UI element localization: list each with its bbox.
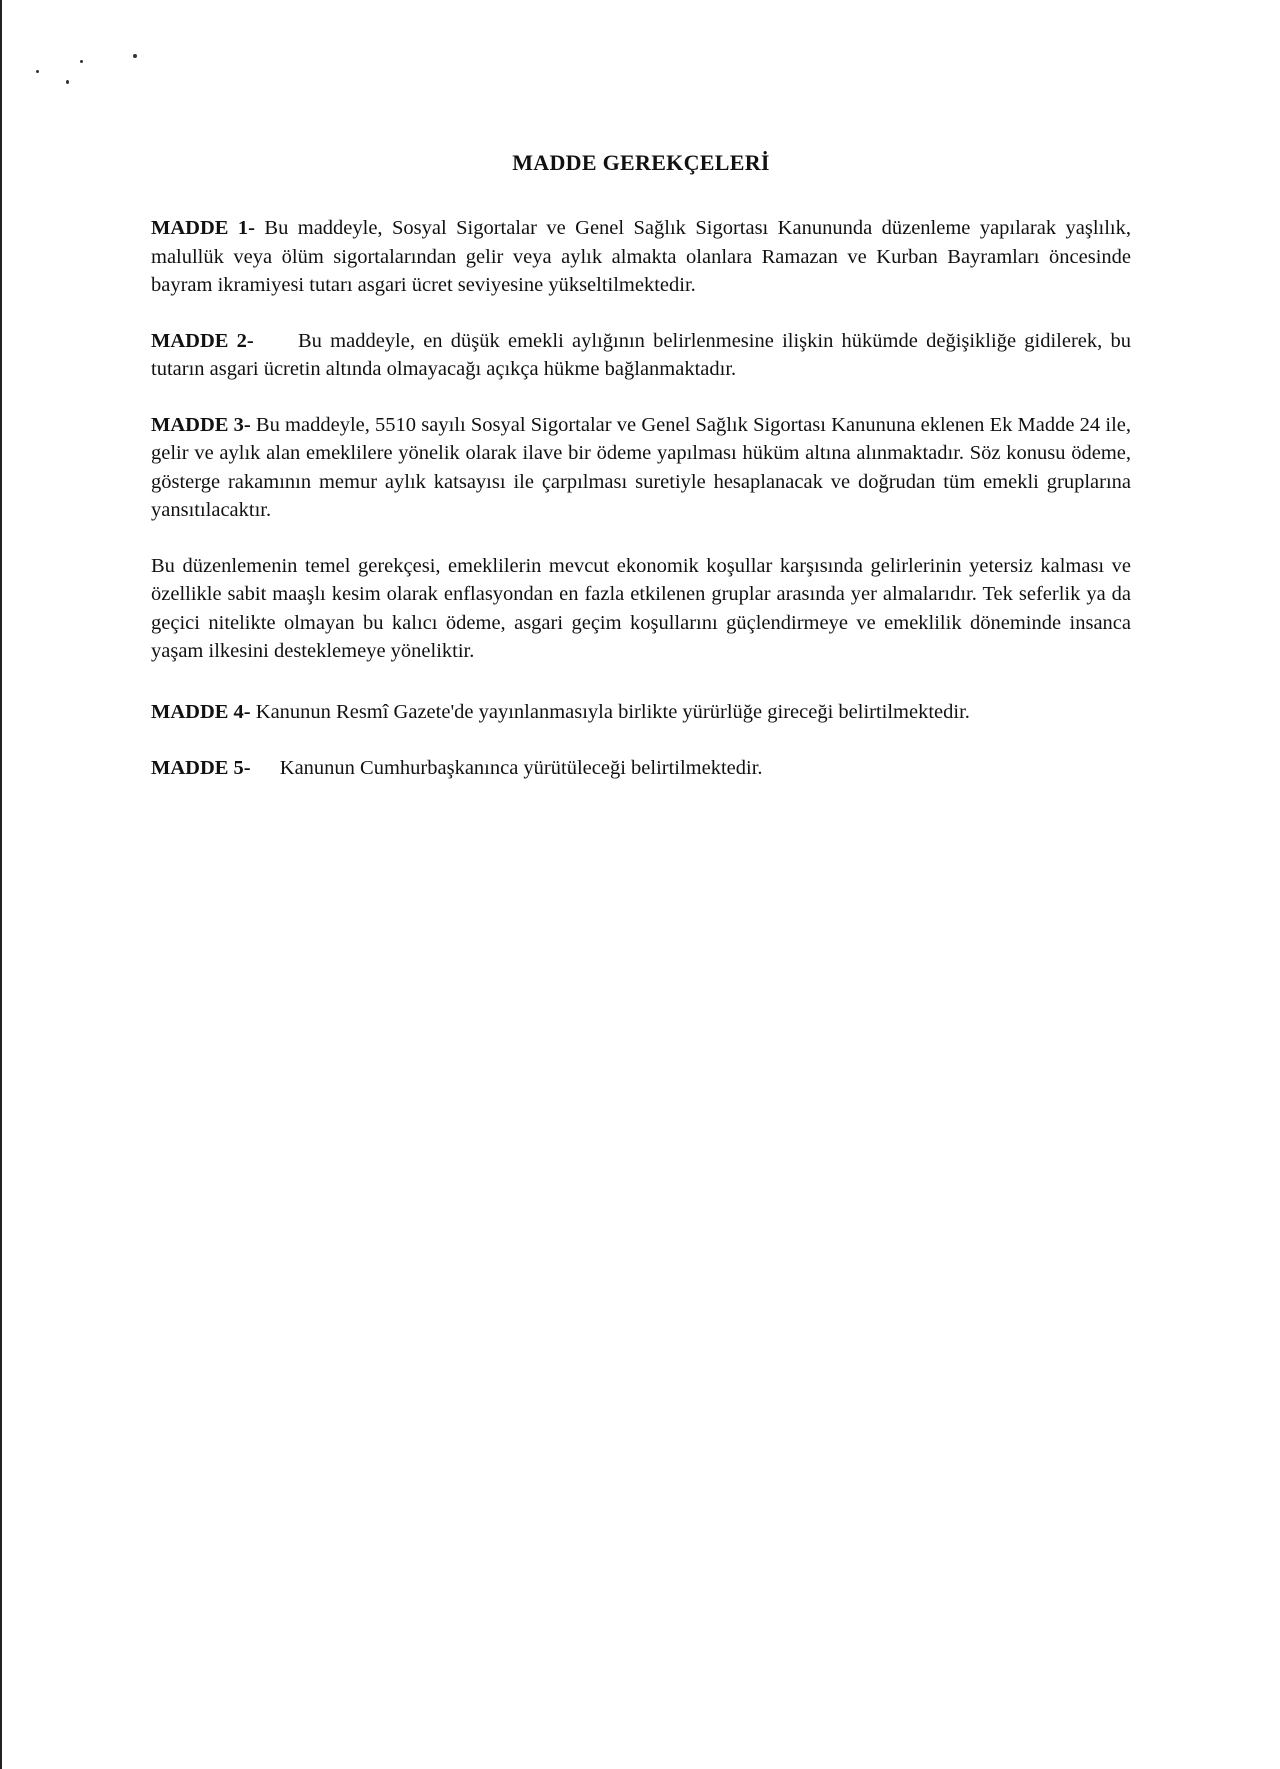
article-label: MADDE 3- <box>151 413 251 436</box>
article-3 <box>151 411 1131 525</box>
article-label: MADDE 5- <box>151 756 251 779</box>
scan-speck <box>133 54 137 58</box>
article-2 <box>151 327 1131 384</box>
article-1 <box>151 214 1131 300</box>
scan-speck <box>36 70 39 73</box>
scan-speck <box>66 80 69 84</box>
article-text: Bu düzenlemenin temel gerekçesi, emeklilerin mevcut ekonomik koşullar karşısında gelirlerinin yetersiz kalması ve özellikle sabit maaşlı kesim olarak enflasyondan en fazla etkilenen gruplar arasında yer almalarıdır. Tek seferlik ya da geçici nitelikte olmayan bu kalıcı ödeme, asgari geçim koşullarını güçlendirmeye ve emeklilik döneminde insanca yaşam ilkesini desteklemeye yöneliktir. <box>151 554 1131 663</box>
article-text: Kanunun Cumhurbaşkanınca yürütüleceği belirtilmektedir. <box>279 756 763 779</box>
article-text: Kanunun Resmî Gazete'de yayınlanmasıyla birlikte yürürlüğe gireceği belirtilmektedir. <box>255 700 970 723</box>
article-label: MADDE 1- <box>151 217 255 240</box>
scan-speck <box>80 60 83 63</box>
article-text: Bu maddeyle, 5510 sayılı Sosyal Sigortalar ve Genel Sağlık Sigortası Kanununa eklenen Ek Madde 24 ile, gelir ve aylık alan emeklilere yönelik olarak ilave bir ödeme yapılması hüküm altına alınmaktadır. Söz konusu ödeme, gösterge rakamının memur aylık katsayısı ile çarpılması suretiyle hesaplanacak ve doğrudan tüm emekli gruplarına yansıtılacaktır. <box>151 413 1131 522</box>
article-5 <box>151 754 1131 783</box>
article-4 <box>151 693 1131 732</box>
document-title: MADDE GEREKÇELERİ <box>512 150 770 175</box>
article-text: Bu maddeyle, Sosyal Sigortalar ve Genel Sağlık Sigortası Kanununda düzenleme yapılarak yaşlılık, malullük veya ölüm sigortalarından gelir veya aylık almakta olanlara Ramazan ve Kurban Bayramları öncesinde bayram ikramiyesi tutarı asgari ücret seviyesine yükseltilmektedir. <box>151 217 1132 297</box>
article-text: Bu maddeyle, en düşük emekli aylığının belirlenmesine ilişkin hükümde değişikliğe gidilerek, bu tutarın asgari ücretin altında olmayacağı açıkça hükme bağlanmaktadır. <box>151 329 1132 381</box>
article-label: MADDE 2- <box>151 329 254 352</box>
article-label: MADDE 4- <box>151 700 251 723</box>
article-3-rationale <box>151 552 1131 666</box>
document-body <box>151 150 1131 809</box>
scan-left-edge <box>0 0 2 1769</box>
